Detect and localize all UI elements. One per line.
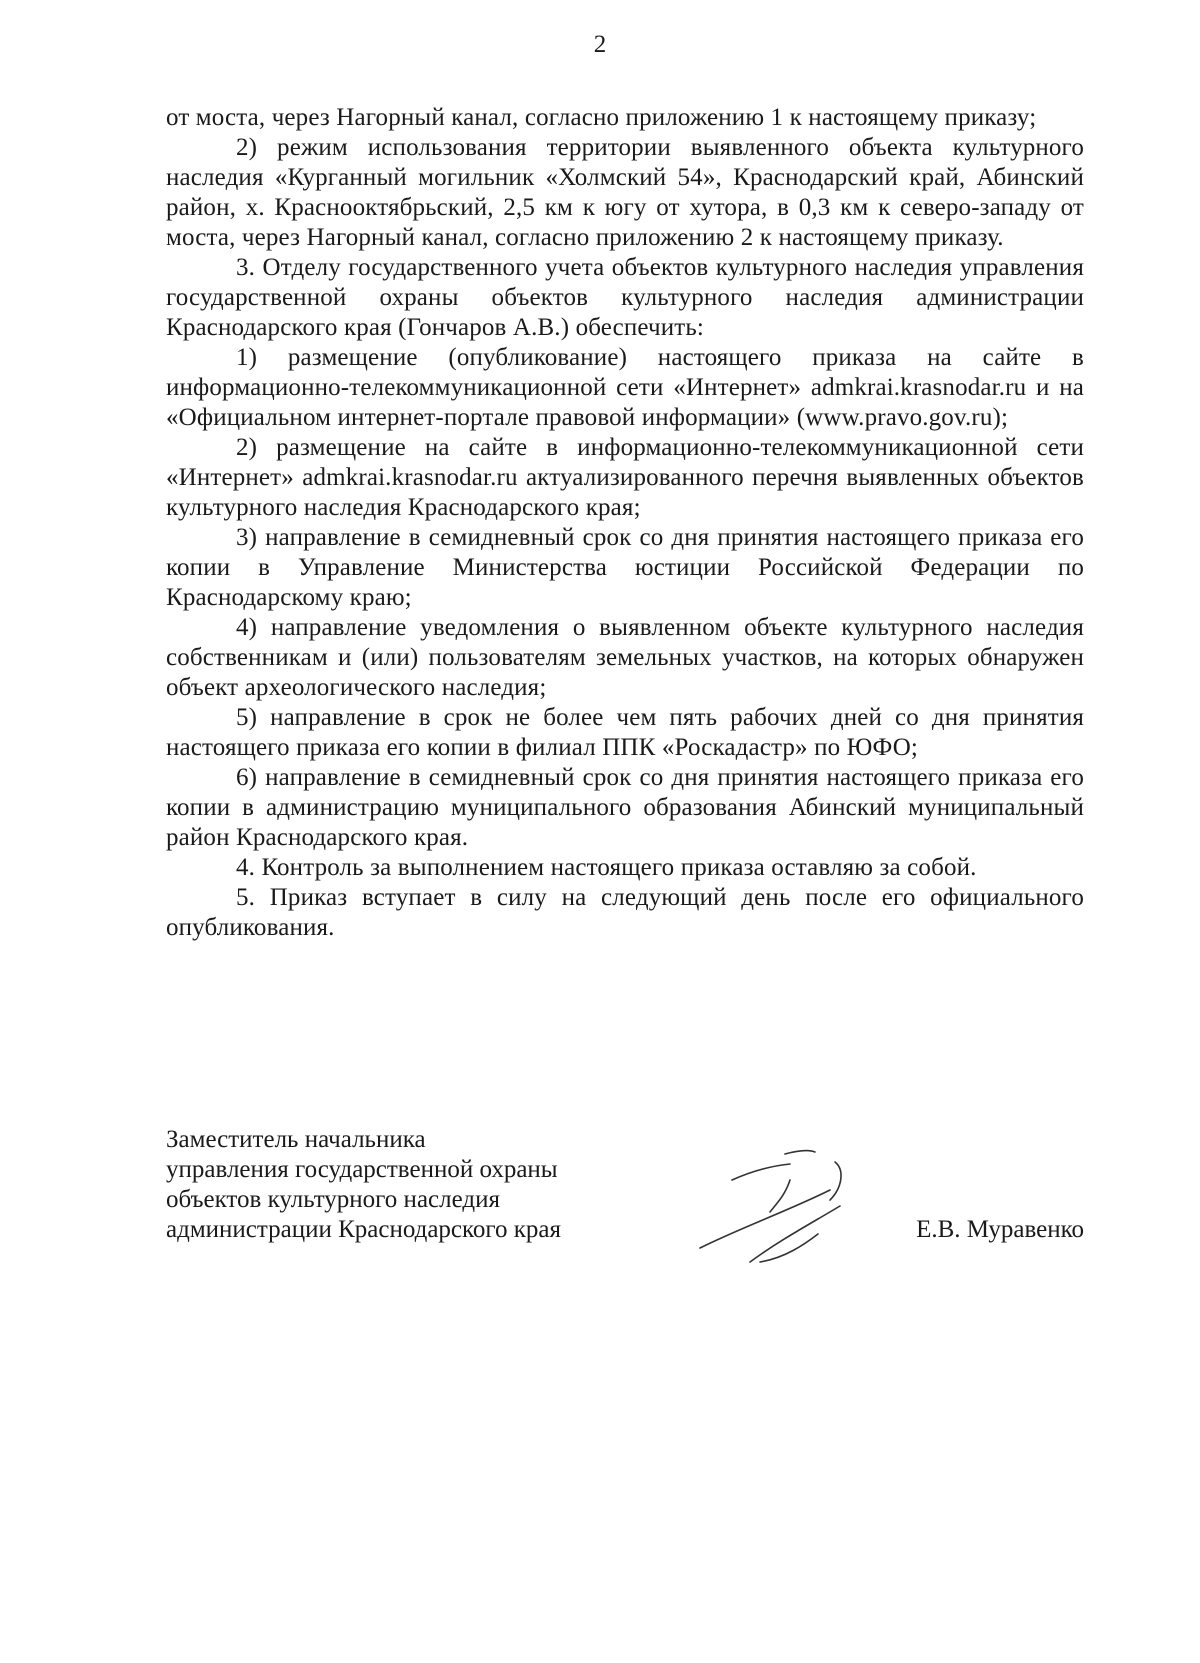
paragraph-subitem-4: 4) направление уведомления о выявленном объекте культурного наследия собственникам и (или) пользователям земельных участков, на которых обнаружен объект археологического наследия;	[166, 614, 1084, 701]
signer-title	[166, 1125, 561, 1245]
paragraph-subitem-2: 2) размещение на сайте в информационно-телекоммуникационной сети «Интернет» admkrai.krasnodar.ru актуализированного перечня выявленных объектов культурного наследия Краснодарского края;	[166, 434, 1084, 521]
paragraph-clause-5: 5. Приказ вступает в силу на следующий день после его официального опубликования.	[166, 884, 1084, 941]
handwritten-signature	[690, 1140, 890, 1290]
signer-title-line: Заместитель начальника	[166, 1126, 426, 1153]
signer-name: Е.В. Муравенко	[916, 1216, 1084, 1243]
paragraph-clause-3: 3. Отделу государственного учета объектов культурного наследия управления государственной охраны объектов культурного наследия администрации Краснодарского края (Гончаров А.В.) обеспечить:	[166, 254, 1084, 341]
page-number: 2	[593, 31, 607, 58]
paragraph-subitem-3: 3) направление в семидневный срок со дня принятия настоящего приказа его копии в Управление Министерства юстиции Российской Федерации по Краснодарскому краю;	[166, 524, 1084, 611]
document-body	[166, 103, 1084, 943]
paragraph-subitem-1: 1) размещение (опубликование) настоящего приказа на сайте в информационно-телекоммуникационной сети «Интернет» admkrai.krasnodar.ru и на «Официальном интернет-портале правовой информации» (www.pravo.gov.ru);	[166, 344, 1084, 431]
signer-title-line: администрации Краснодарского края	[166, 1216, 562, 1243]
signer-title-line: объектов культурного наследия	[166, 1186, 500, 1213]
paragraph-continuation: от моста, через Нагорный канал, согласно приложению 1 к настоящему приказу;	[166, 104, 1037, 131]
paragraph-subitem-5: 5) направление в срок не более чем пять рабочих дней со дня принятия настоящего приказа его копии в филиал ППК «Роскадастр» по ЮФО;	[166, 704, 1084, 761]
paragraph-clause-4: 4. Контроль за выполнением настоящего приказа оставляю за собой.	[236, 854, 977, 881]
signer-title-line: управления государственной охраны	[166, 1156, 558, 1183]
paragraph-subitem-6: 6) направление в семидневный срок со дня принятия настоящего приказа его копии в администрацию муниципального образования Абинский муниципальный район Краснодарского края.	[166, 764, 1084, 851]
signature-block	[166, 1125, 1084, 1265]
paragraph-item-2-regime: 2) режим использования территории выявленного объекта культурного наследия «Курганный могильник «Холмский 54», Краснодарский край, Абинский район, х. Краснооктябрьский, 2,5 км к югу от хутора, в 0,3 км к северо-западу от моста, через Нагорный канал, согласно приложению 2 к настоящему приказу.	[166, 134, 1084, 251]
